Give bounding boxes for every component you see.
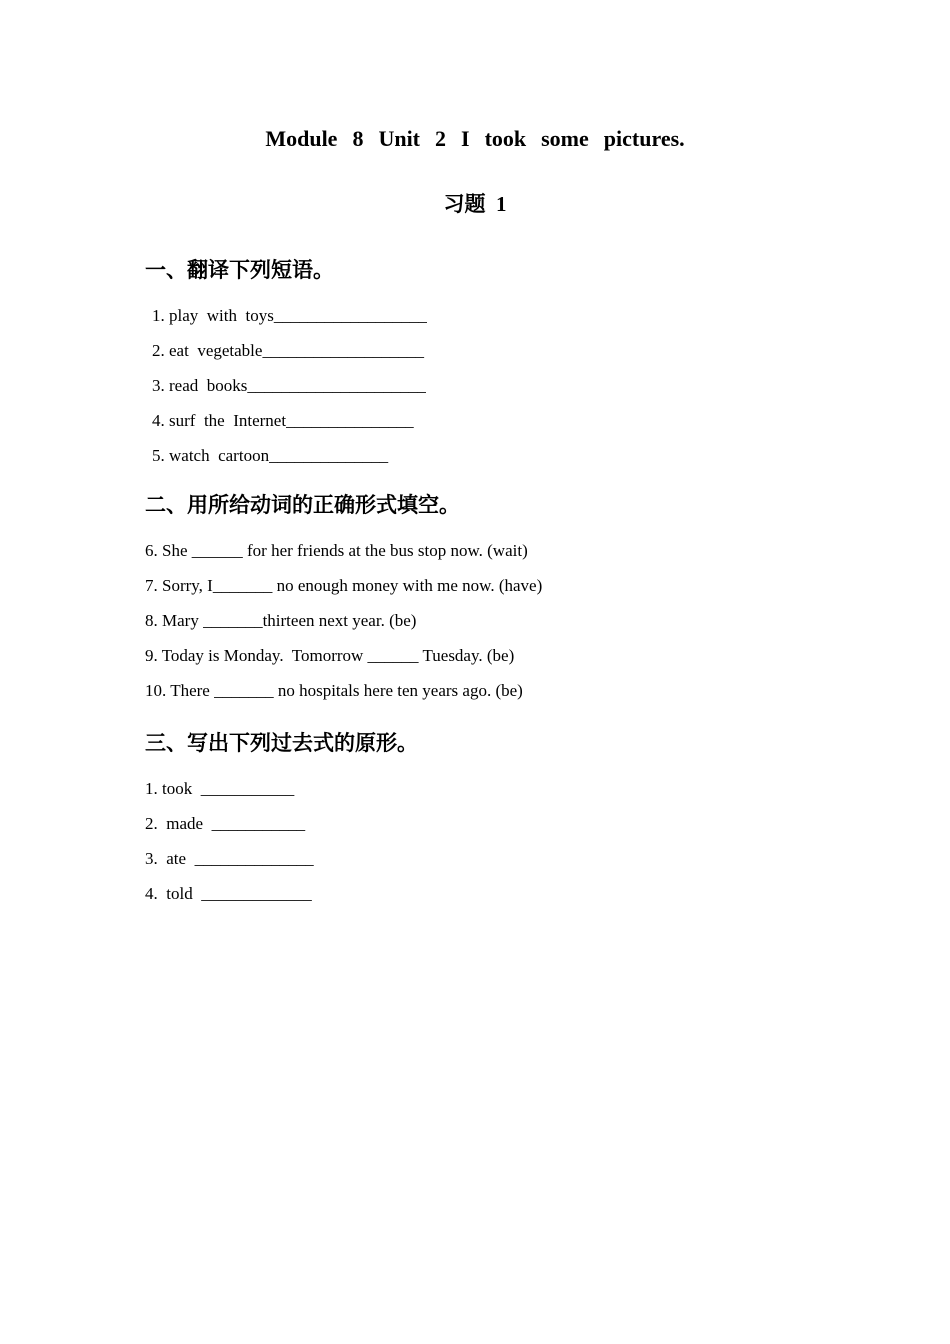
exercise-item: 9. Today is Monday. Tomorrow ______ Tuesday. (be) — [145, 646, 515, 665]
exercise-item: 3. ate ______________ — [145, 849, 314, 868]
section-heading: 一、翻译下列短语。 — [145, 258, 334, 282]
exercise-item: 4. surf the Internet_______________ — [152, 411, 414, 430]
exercise-item: 4. told _____________ — [145, 884, 312, 903]
page-title: Module 8 Unit 2 I took some pictures. — [265, 126, 685, 151]
exercise-item: 6. She ______ for her friends at the bus stop now. (wait) — [145, 541, 528, 560]
exercise-item: 5. watch cartoon______________ — [152, 446, 389, 465]
exercise-item: 1. took ___________ — [145, 779, 295, 798]
section-heading: 二、用所给动词的正确形式填空。 — [145, 493, 460, 517]
exercise-item: 2. made ___________ — [145, 814, 306, 833]
exercise-item: 7. Sorry, I_______ no enough money with me now. (have) — [145, 576, 543, 595]
exercise-item: 10. There _______ no hospitals here ten years ago. (be) — [145, 681, 523, 700]
section-verb-forms — [145, 491, 830, 717]
section-past-tense-base-forms — [145, 729, 830, 920]
section-heading: 三、写出下列过去式的原形。 — [145, 731, 418, 755]
exercise-item: 2. eat vegetable___________________ — [152, 341, 424, 360]
exercise-item: 1. play with toys__________________ — [152, 306, 427, 325]
section-translate-phrases — [145, 256, 830, 482]
page-subtitle: 习题 1 — [443, 192, 507, 216]
exercise-item: 3. read books_____________________ — [152, 376, 426, 395]
exercise-item: 8. Mary _______thirteen next year. (be) — [145, 611, 417, 630]
